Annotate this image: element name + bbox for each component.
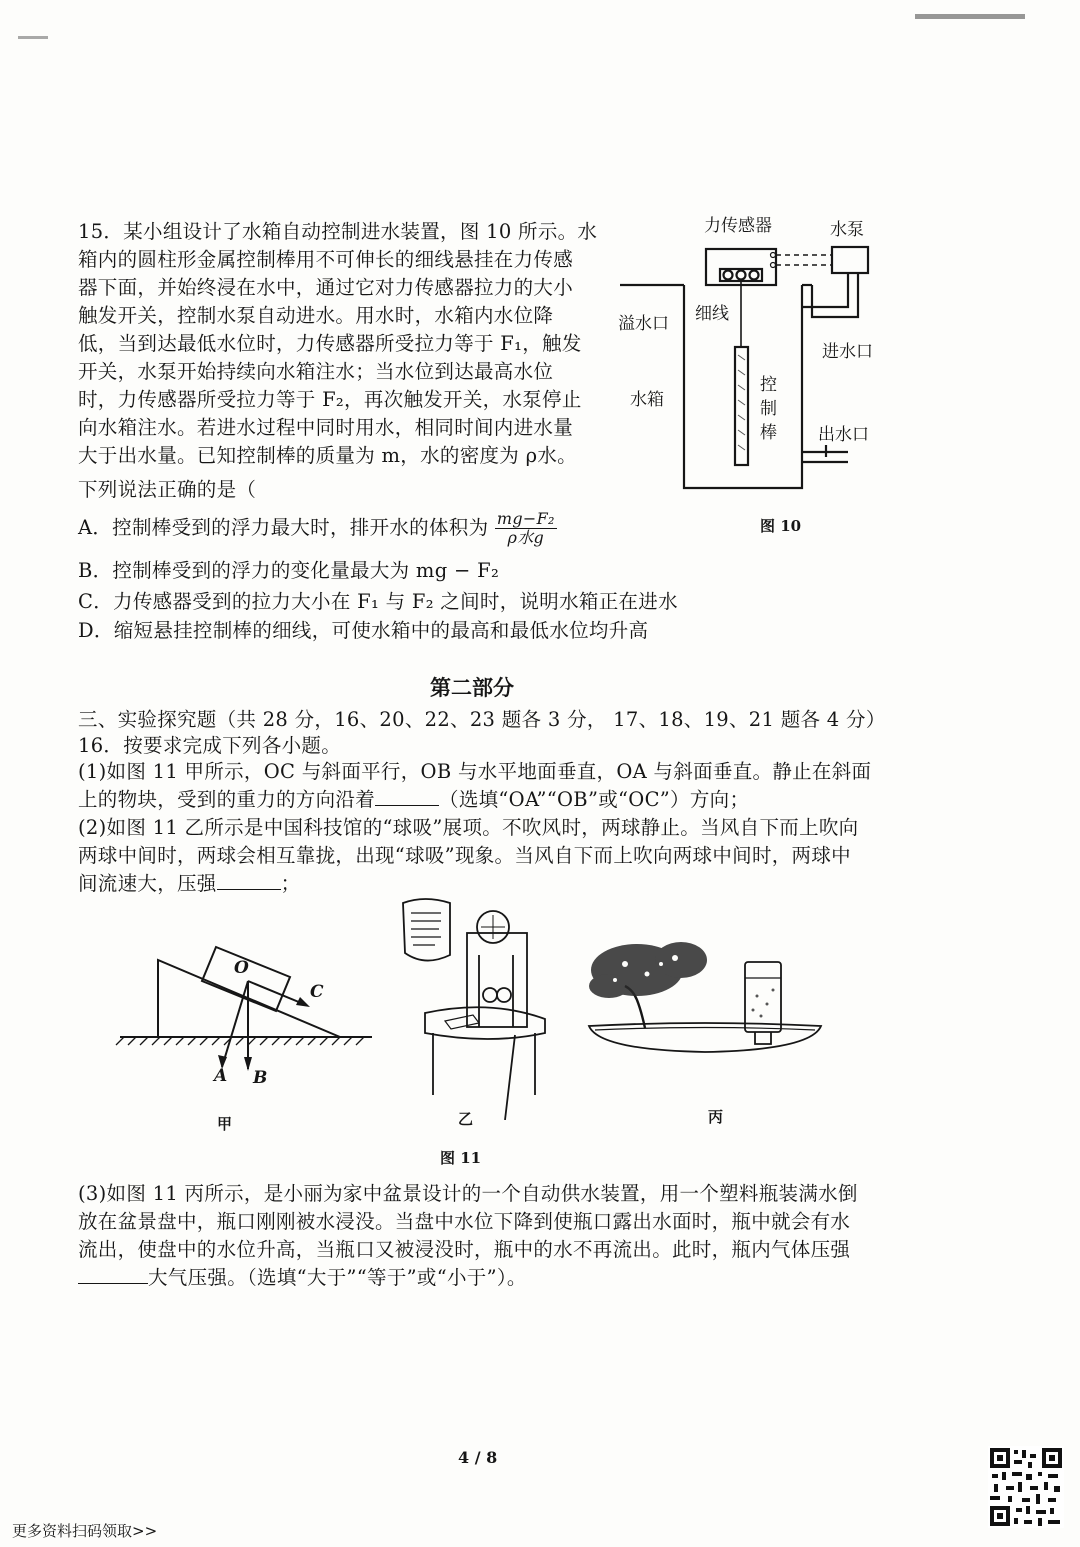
- option-a-text: A．控制棒受到的浮力最大时，排开水的体积为: [78, 516, 489, 539]
- label-a: A: [214, 1066, 228, 1086]
- label-thread: 细线: [695, 304, 729, 324]
- label-inlet: 进水口: [822, 342, 873, 362]
- option-a: [78, 510, 557, 547]
- incline-diagram: [110, 945, 390, 1095]
- q16-part3-line1: (3)如图 11 丙所示，是小丽为家中盆景设计的一个自动供水装置，用一个塑料瓶装满水倒: [78, 1182, 858, 1205]
- label-outlet: 出水口: [818, 425, 869, 445]
- label-overflow: 溢水口: [618, 314, 669, 334]
- rod-hatching: [738, 355, 745, 450]
- figure-11-caption: 图 11: [440, 1149, 482, 1167]
- q15-line: 大于出水量。已知控制棒的质量为 m，水的密度为 ρ水。: [78, 444, 577, 467]
- answer-blank-2[interactable]: [217, 873, 281, 890]
- q15-line: 器下面，并始终浸在水中，通过它对力传感器拉力的大小: [78, 276, 574, 299]
- info-board: [403, 899, 450, 961]
- label-rod-1: 控: [760, 375, 777, 395]
- option-b: B．控制棒受到的浮力的变化量最大为 mg − F₂: [78, 559, 500, 582]
- q16-part2-line2: 两球中间时，两球会相互靠拢，出现“球吸”现象。当风自下而上吹向两球中间时，两球中: [78, 844, 851, 867]
- label-c: C: [310, 982, 324, 1002]
- label-o: O: [234, 958, 249, 978]
- bonsai-water-device: [585, 930, 825, 1060]
- block: [202, 947, 290, 1011]
- q15-line: 向水箱注水。若进水过程中同时用水，相同时间内进水量: [78, 416, 574, 439]
- more-materials-link[interactable]: 更多资料扫码领取>>: [12, 1522, 158, 1540]
- sub-caption-jia: 甲: [217, 1115, 233, 1133]
- fraction-numerator: mg−F₂: [496, 509, 555, 528]
- q15-line: 15．某小组设计了水箱自动控制进水装置，图 10 所示。水: [78, 220, 598, 243]
- q15-line: 时，力传感器所受拉力等于 F₂，再次触发开关，水泵停止: [78, 388, 582, 411]
- qr-code-graphic: [988, 1446, 1064, 1528]
- label-rod-2: 制: [760, 399, 777, 419]
- q16-part1-line1: (1)如图 11 甲所示，OC 与斜面平行，OB 与水平地面垂直，OA 与斜面垂直。静止在斜面: [78, 760, 872, 783]
- text: 上的物块，受到的重力的方向沿着: [78, 788, 376, 811]
- tree-foliage: [589, 942, 707, 998]
- option-a-fraction: [495, 510, 557, 547]
- page-number: 4 / 8: [458, 1448, 498, 1467]
- label-pump: 水泵: [830, 220, 864, 240]
- label-rod-3: 棒: [760, 423, 777, 443]
- ball-suction-exhibit: [395, 895, 560, 1120]
- figure-10-caption: 图 10: [760, 517, 802, 535]
- text: （选填“OA”“OB”或“OC”）方向；: [439, 788, 750, 811]
- sub-caption-bing: 丙: [708, 1108, 724, 1126]
- label-force-sensor: 力传感器: [704, 216, 772, 236]
- q15-line: 触发开关，控制水泵自动进水。用水时，水箱内水位降: [78, 304, 554, 327]
- answer-blank-3[interactable]: [78, 1267, 148, 1284]
- q15-line: 下列说法正确的是（: [78, 478, 257, 501]
- question-16: 16．按要求完成下列各小题。: [78, 734, 342, 757]
- q16-part2-line3: [78, 870, 300, 898]
- option-d: D．缩短悬挂控制棒的细线，可使水箱中的最高和最低水位均升高: [78, 619, 649, 642]
- q16-part2-line1: (2)如图 11 乙所示是中国科技馆的“球吸”展项。不吹风时，两球静止。当风自下而上吹向: [78, 816, 859, 839]
- q15-line: 低，当到达最低水位时，力传感器所受拉力等于 F₁，触发: [78, 332, 582, 355]
- qr-code-icon[interactable]: [988, 1446, 1064, 1528]
- section-3-heading: 三、实验探究题（共 28 分，16、20、22、23 题各 3 分， 17、18、19、21 题各 4 分）: [78, 708, 886, 731]
- scan-mark-top-right: [915, 14, 1025, 19]
- text: 间流速大，压强: [78, 872, 217, 895]
- inverted-bottle: [745, 962, 781, 1032]
- text: 大气压强。（选填“大于”“等于”或“小于”）。: [148, 1266, 527, 1289]
- q16-part1-line2: [78, 786, 749, 814]
- q16-part3-line4: [78, 1264, 527, 1292]
- q15-line: 开关，水泵开始持续向水箱注水；当水位到达最高水位: [78, 360, 554, 383]
- option-c: C．力传感器受到的拉力大小在 F₁ 与 F₂ 之间时，说明水箱正在进水: [78, 590, 678, 613]
- exhibit-frame: [467, 933, 527, 1027]
- label-tank: 水箱: [630, 390, 664, 410]
- q16-part3-line3: 流出，使盘中的水位升高，当瓶口又被浸没时，瓶中的水不再流出。此时，瓶内气体压强: [78, 1238, 851, 1261]
- fraction-denominator: ρ水g: [507, 528, 545, 547]
- text: ；: [280, 872, 301, 895]
- label-b: B: [253, 1068, 268, 1088]
- q15-line: 箱内的圆柱形金属控制棒用不可伸长的细线悬挂在力传感: [78, 248, 574, 271]
- part-2-title: 第二部分: [430, 675, 514, 700]
- answer-blank-1[interactable]: [375, 789, 439, 806]
- q16-part3-line2: 放在盆景盘中，瓶口刚刚被水浸没。当盘中水位下降到使瓶口露出水面时，瓶中就会有水: [78, 1210, 851, 1233]
- scan-mark-top-left: [18, 36, 48, 39]
- sub-caption-yi: 乙: [458, 1110, 474, 1128]
